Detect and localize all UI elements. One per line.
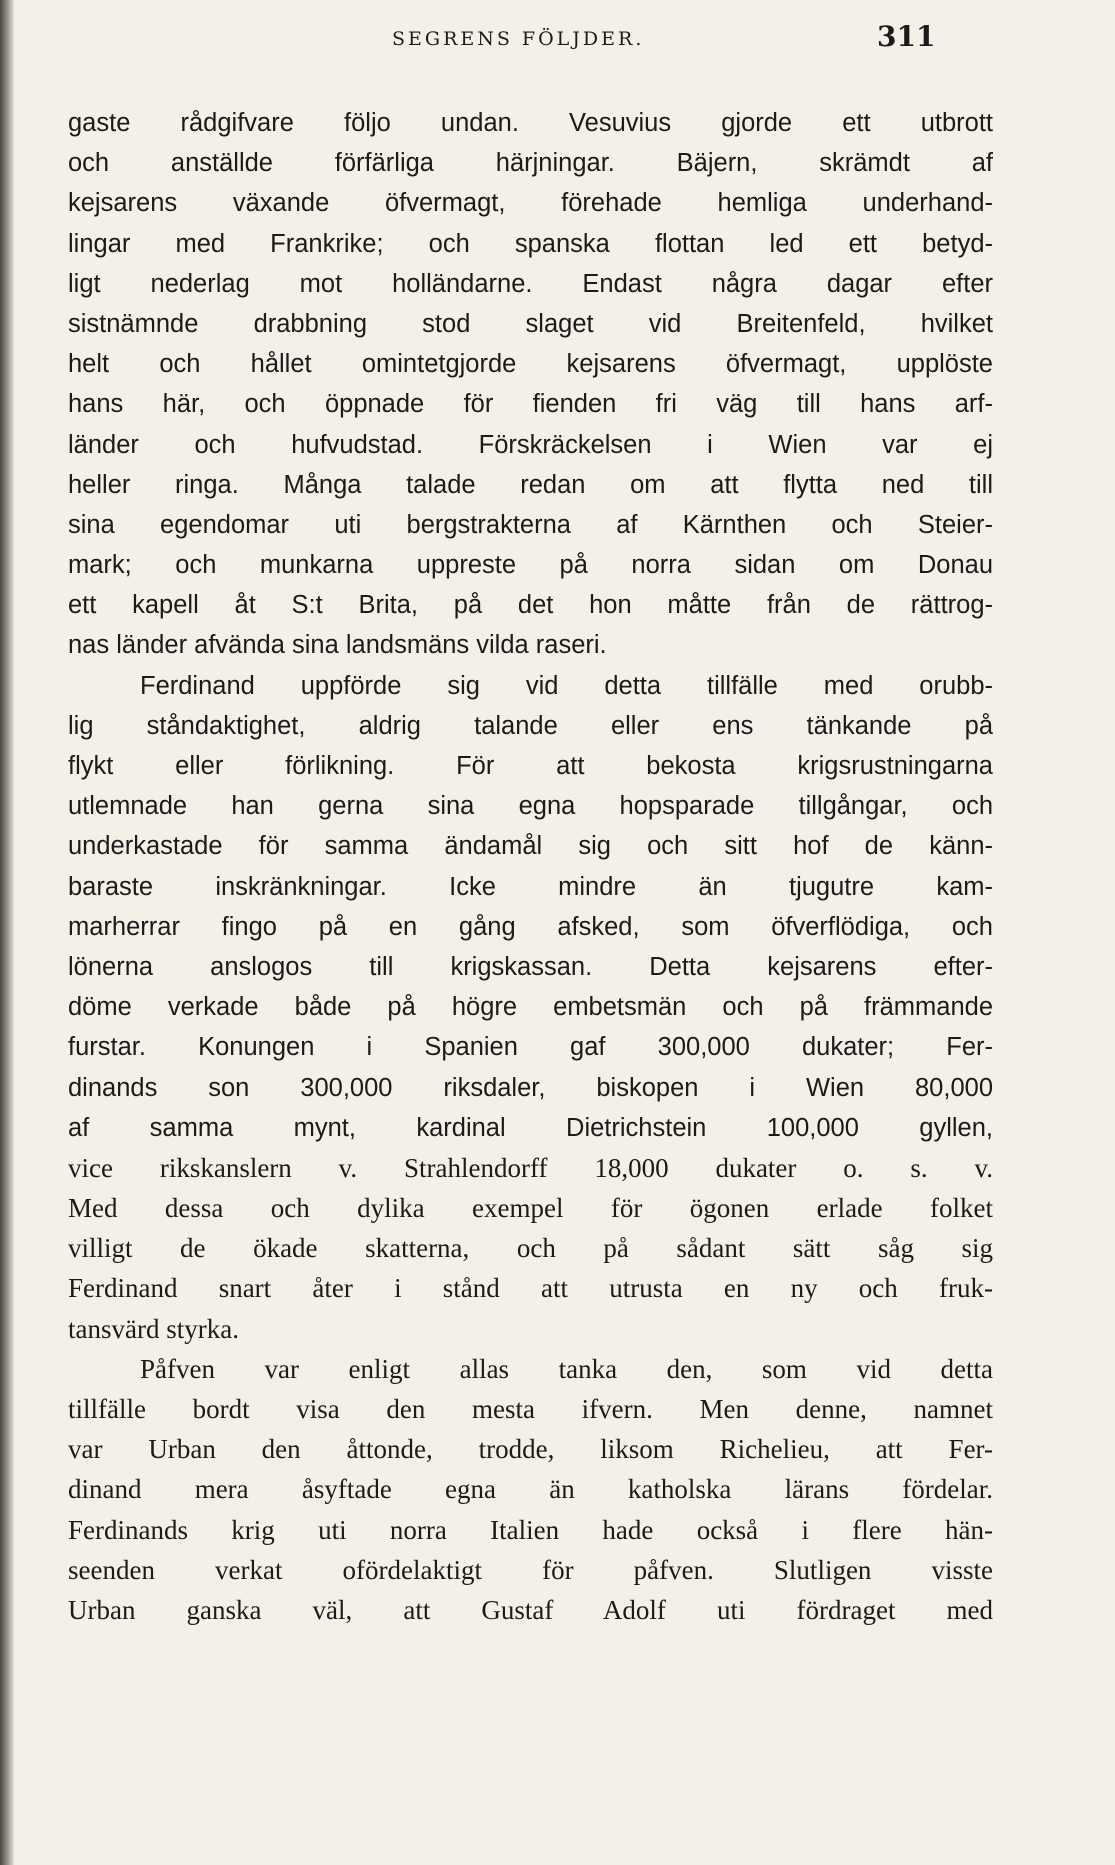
text-line: tillfälle bordt visa den mesta ifvern. Men denne, namnet (68, 1394, 993, 1424)
text-line: dinands son 300,000 riksdaler, biskopen i Wien 80,000 (68, 1073, 993, 1102)
text-line: och anställde förfärliga härjningar. Bäjern, skrämdt af (68, 149, 993, 178)
text-line: tansvärd styrka. (68, 1313, 239, 1344)
running-head: SEGRENS FÖLJDER. (392, 28, 645, 50)
text-line: Urban ganska väl, att Gustaf Adolf uti fördraget med (68, 1594, 993, 1625)
body-text (68, 103, 993, 1630)
text-line: Ferdinand uppförde sig vid detta tillfälle med orubb- (140, 671, 993, 700)
text-line: sistnämnde drabbning stod slaget vid Breitenfeld, hvilket (68, 309, 993, 338)
text-line: kejsarens växande öfvermagt, förehade hemliga underhand- (68, 189, 993, 218)
text-line: underkastade för samma ändamål sig och sitt hof de känn- (68, 832, 993, 861)
text-line: villigt de ökade skatterna, och på sådant sätt såg sig (68, 1233, 993, 1264)
text-line: lönerna anslogos till krigskassan. Detta kejsarens efter- (68, 952, 993, 981)
text-line: mark; och munkarna uppreste på norra sidan om Donau (68, 551, 993, 580)
text-line: gaste rådgifvare följo undan. Vesuvius gjorde ett utbrott (68, 109, 993, 137)
text-line: var Urban den åttonde, trodde, liksom Richelieu, att Fer- (68, 1434, 993, 1465)
text-line: af samma mynt, kardinal Dietrichstein 100,000 gyllen, (68, 1113, 993, 1142)
text-line: hans här, och öppnade för fienden fri väg till hans arf- (68, 390, 993, 419)
text-line: sina egendomar uti bergstrakterna af Kärnthen och Steier- (68, 510, 993, 539)
page-number: 311 (877, 20, 936, 53)
text-line: vice rikskanslern v. Strahlendorff 18,000 dukater o. s. v. (68, 1152, 993, 1183)
text-line: utlemnade han gerna sina egna hopsparade tillgångar, och (68, 792, 993, 821)
text-line: helt och hållet omintetgjorde kejsarens öfvermagt, upplöste (68, 350, 993, 379)
text-line: döme verkade både på högre embetsmän och på främmande (68, 993, 993, 1022)
text-line: länder och hufvudstad. Förskräckelsen i Wien var ej (68, 430, 993, 459)
text-line: flykt eller förlikning. För att bekosta krigsrustningarna (68, 752, 993, 780)
page-binding-edge (0, 0, 14, 1865)
text-line: Med dessa och dylika exempel för ögonen erlade folket (68, 1193, 993, 1224)
page-header (0, 20, 1115, 60)
text-line: marherrar fingo på en gång afsked, som öfverflödiga, och (68, 912, 993, 941)
text-line: lig ståndaktighet, aldrig talande eller ens tänkande på (68, 711, 993, 740)
text-line: ligt nederlag mot holländarne. Endast några dagar efter (68, 269, 993, 298)
text-line: heller ringa. Många talade redan om att flytta ned till (68, 470, 993, 499)
text-line: ett kapell åt S:t Brita, på det hon måtte från de rättrog- (68, 591, 993, 620)
text-line: furstar. Konungen i Spanien gaf 300,000 dukater; Fer- (68, 1033, 993, 1062)
text-line: Påfven var enligt allas tanka den, som vid detta (140, 1353, 993, 1384)
text-line: dinand mera åsyftade egna än katholska lärans fördelar. (68, 1474, 993, 1505)
text-line: Ferdinands krig uti norra Italien hade också i flere hän- (68, 1514, 993, 1545)
text-line: Ferdinand snart åter i stånd att utrusta en ny och fruk- (68, 1273, 993, 1304)
text-line: nas länder afvända sina landsmäns vilda raseri. (68, 631, 607, 660)
text-line: seenden verkat ofördelaktigt för påfven. Slutligen visste (68, 1554, 993, 1585)
text-line: baraste inskränkningar. Icke mindre än tjugutre kam- (68, 872, 993, 901)
text-line: lingar med Frankrike; och spanska flottan led ett betyd- (68, 229, 993, 258)
